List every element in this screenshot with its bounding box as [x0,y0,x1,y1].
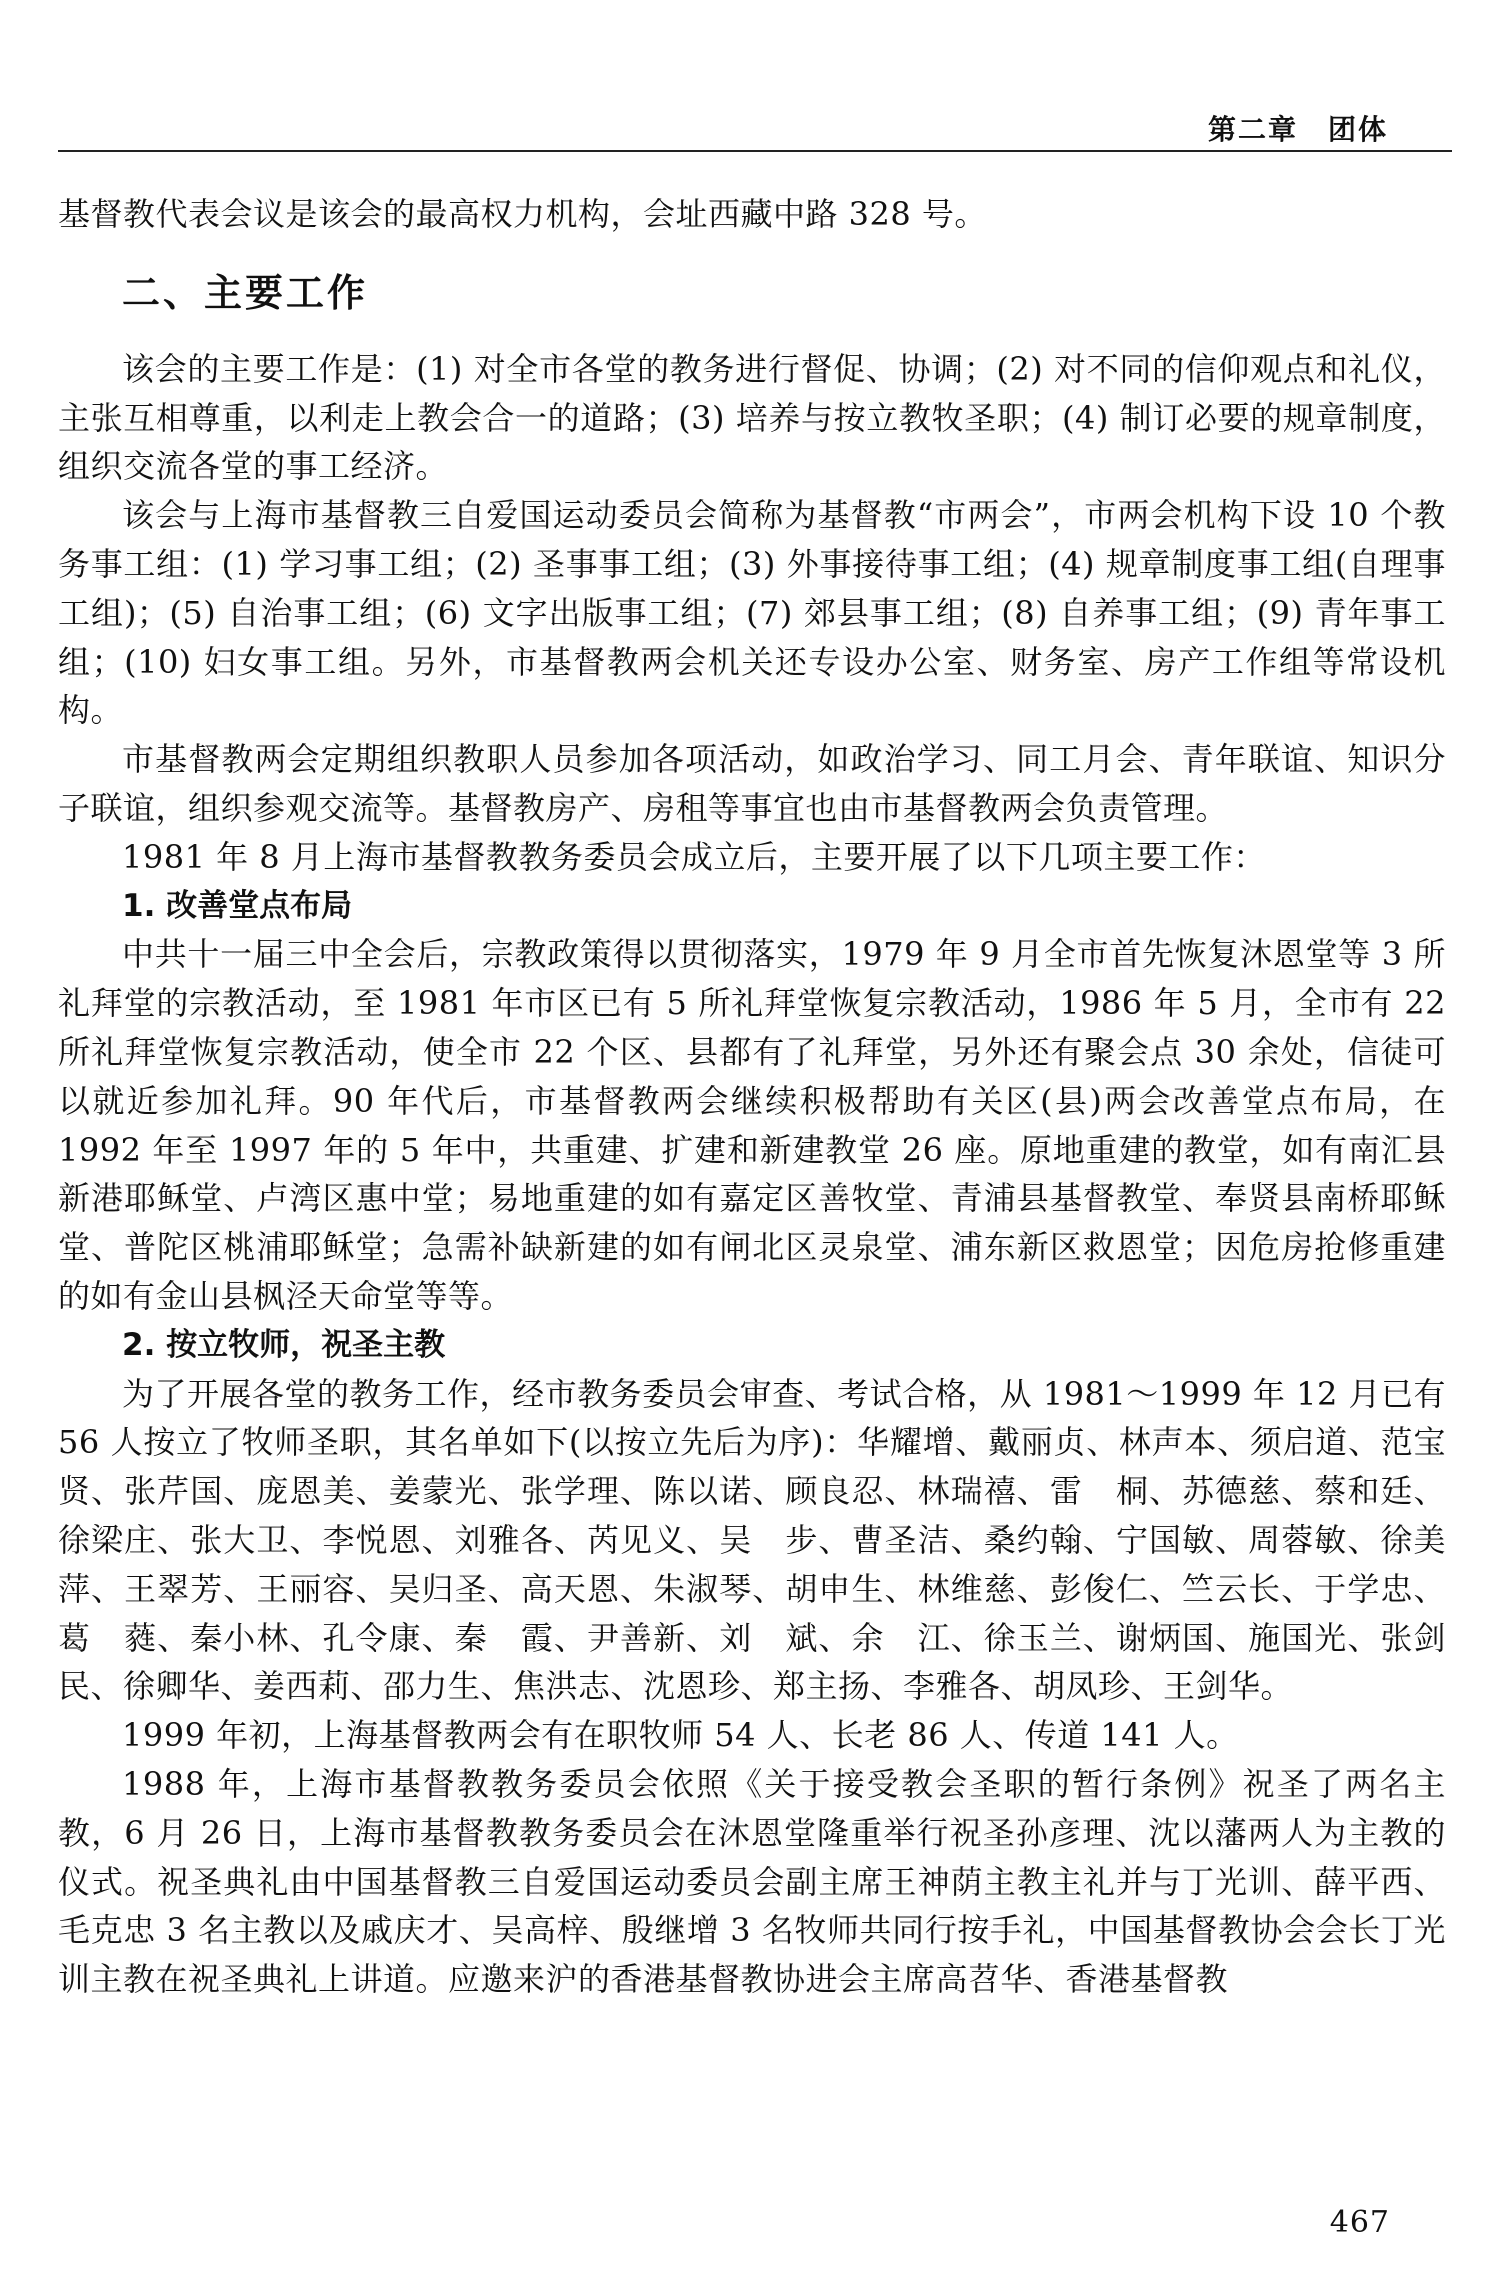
paragraph-church-layout: 中共十一届三中全会后，宗教政策得以贯彻落实，1979 年 9 月全市首先恢复沐恩堂等 3 所礼拜堂的宗教活动，至 1981 年市区已有 5 所礼拜堂恢复宗教活动，1986 年 5 月，全市有 22 所礼拜堂恢复宗教活动，使全市 22 个区、县都有了礼拜堂，另外还有聚会点 30 余处，信徒可以就近参加礼拜。90 年代后，市基督教两会继续积极帮助有关区(县)两会改善堂点布局，在 1992 年至 1997 年的 5 年中，共重建、扩建和新建教堂 26 座。原地重建的教堂，如有南汇县新港耶稣堂、卢湾区惠中堂；易地重建的如有嘉定区善牧堂、青浦县基督教堂、奉贤县南桥耶稣堂、普陀区桃浦耶稣堂；急需补缺新建的如有闸北区灵泉堂、浦东新区救恩堂；因危房抢修重建的如有金山县枫泾天命堂等等。 [58,935,1446,1315]
running-header: 第二章 团体 [1207,113,1388,146]
page-number: 467 [1329,2205,1390,2240]
subheading-church-layout: 1. 改善堂点布局 [122,887,353,924]
section-title: 二、主要工作 [122,270,369,315]
paragraph-work-groups: 该会与上海市基督教三自爱国运动委员会简称为基督教“市两会”，市两会机构下设 10 个教务事工组：(1) 学习事工组；(2) 圣事事工组；(3) 外事接待事工组；(4) 规章制度事工组(自理事工组)；(5) 自治事工组；(6) 文字出版事工组；(7) 郊县事工组；(8) 自养事工组；(9) 青年事工组；(10) 妇女事工组。另外，市基督教两会机关还专设办公室、财务室、房产工作组等常设机构。 [58,496,1446,730]
intro-paragraph: 基督教代表会议是该会的最高权力机构，会址西藏中路 328 号。 [58,195,987,233]
paragraph-1988-bishops: 1988 年，上海市基督教教务委员会依照《关于接受教会圣职的暂行条例》祝圣了两名主教，6 月 26 日，上海市基督教教务委员会在沐恩堂隆重举行祝圣孙彦理、沈以藩两人为主教的仪式。祝圣典礼由中国基督教三自爱国运动委员会副主席王神荫主教主礼并与丁光训、薛平西、毛克忠 3 名主教以及戚庆才、吴高梓、殷继增 3 名牧师共同行按手礼，中国基督教协会会长丁光训主教在祝圣典礼上讲道。应邀来沪的香港基督教协进会主席高苕华、香港基督教 [58,1764,1446,1999]
paragraph-ordination-list: 为了开展各堂的教务工作，经市教务委员会审查、考试合格，从 1981～1999 年 12 月已有 56 人按立了牧师圣职，其名单如下(以按立先后为序)：华耀增、戴丽贞、林声本、须启道、范宝贤、张芹国、庞恩美、姜蒙光、张学理、陈以诺、顾良忍、林瑞禧、雷 桐、苏德慈、蔡和廷、徐梁庄、张大卫、李悦恩、刘雅各、芮见义、吴 步、曹圣洁、桑约翰、宁国敏、周蓉敏、徐美萍、王翠芳、王丽容、吴归圣、高天恩、朱淑琴、胡申生、林维慈、彭俊仁、竺云长、于学忠、葛 蕤、秦小林、孔令康、秦 霞、尹善新、刘 斌、余 江、徐玉兰、谢炳国、施国光、张剑民、徐卿华、姜西莉、邵力生、焦洪志、沈恩珍、郑主扬、李雅各、胡凤珍、王剑华。 [58,1374,1446,1706]
paragraph-activities: 市基督教两会定期组织教职人员参加各项活动，如政治学习、同工月会、青年联谊、知识分子联谊，组织参观交流等。基督教房产、房租等事宜也由市基督教两会负责管理。 [58,740,1446,827]
page-content [58,190,1446,2004]
paragraph-1999-staff: 1999 年初，上海基督教两会有在职牧师 54 人、长老 86 人、传道 141 人。 [122,1716,1239,1755]
header-rule [58,150,1452,152]
paragraph-main-work: 该会的主要工作是：(1) 对全市各堂的教务进行督促、协调；(2) 对不同的信仰观点和礼仪，主张互相尊重，以利走上教会合一的道路；(3) 培养与按立教牧圣职；(4) 制订必要的规章制度，组织交流各堂的事工经济。 [58,349,1446,486]
subheading-ordination: 2. 按立牧师，祝圣主教 [122,1326,446,1363]
paragraph-1981: 1981 年 8 月上海市基督教教务委员会成立后，主要开展了以下几项主要工作： [122,837,1266,876]
